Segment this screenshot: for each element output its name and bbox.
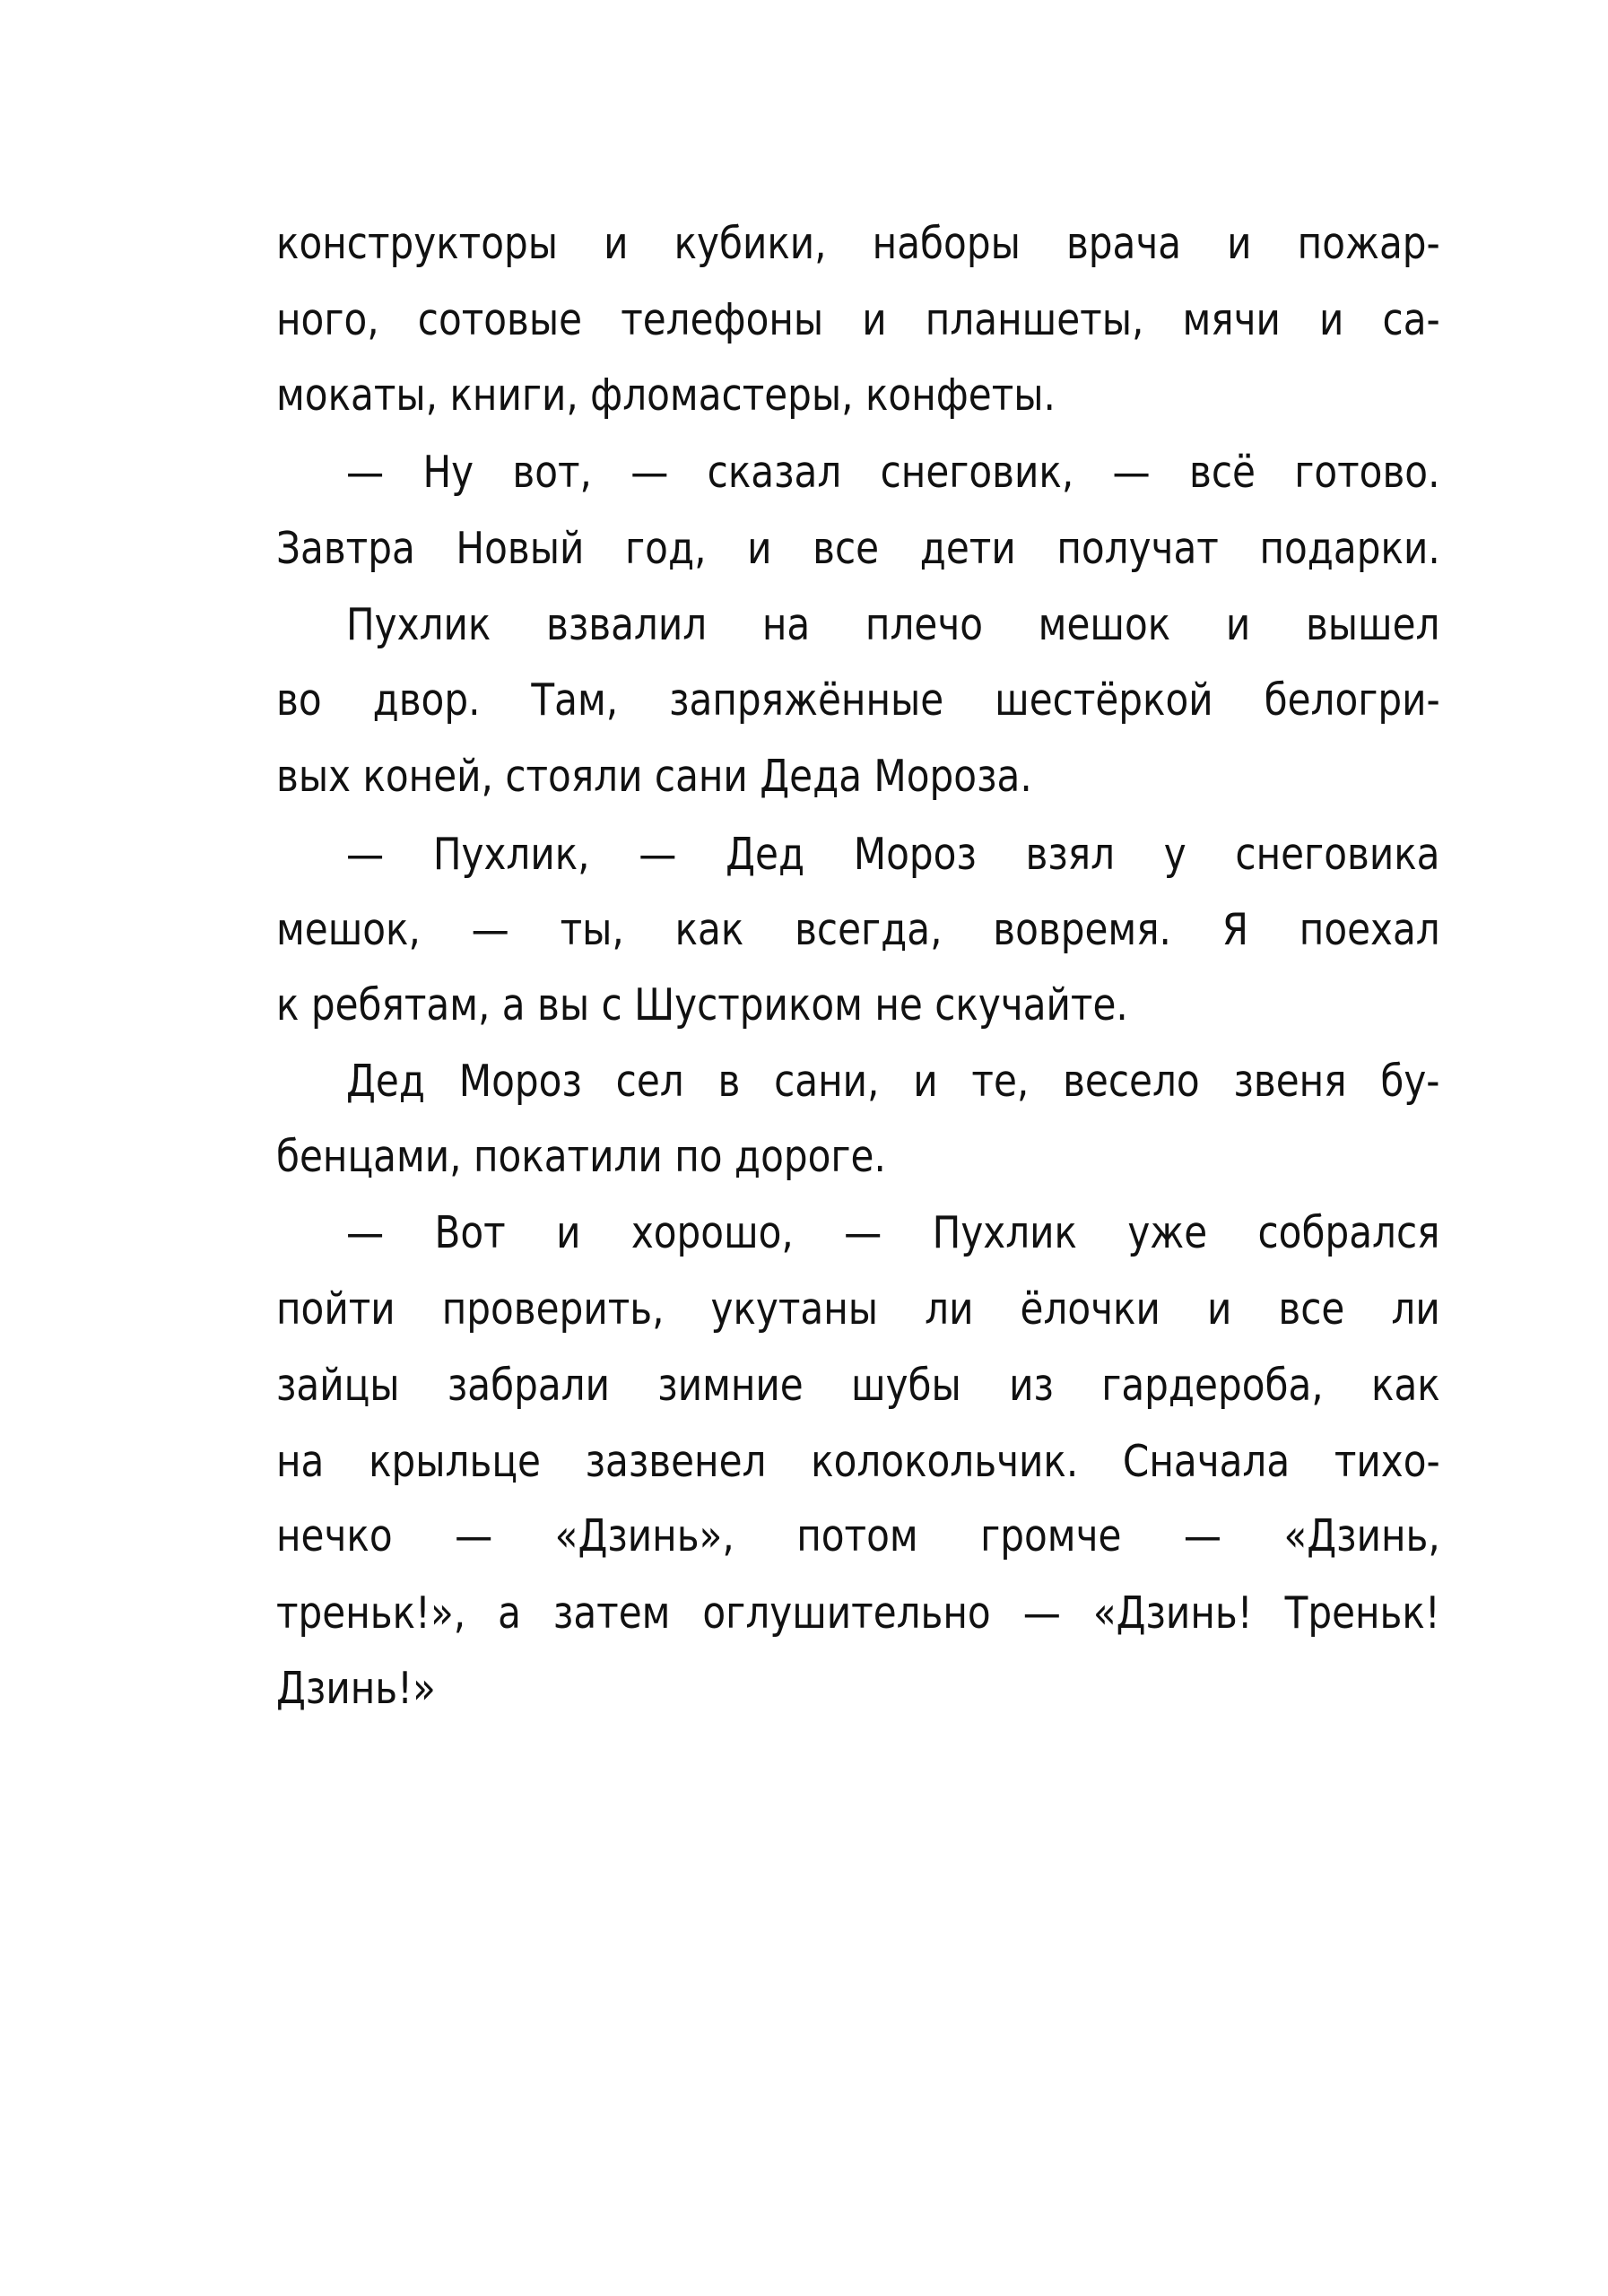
text-line: Пухлик взвалил на плечо мешок и вышел [346,599,1440,650]
text-line: мешок, — ты, как всегда, вовремя. Я поехал [276,904,1440,955]
text-line: Завтра Новый год, и все дети получат подарки. [276,523,1440,574]
text-line: — Ну вот, — сказал снеговик, — всё готово. [346,447,1440,498]
text-line: Дед Мороз сел в сани, и те, весело звеня бу- [346,1056,1440,1107]
text-line: — Пухлик, — Дед Мороз взял у снеговика [346,829,1440,880]
text-line: Дзинь!» [276,1663,436,1714]
text-line: нечко — «Дзинь», потом громче — «Дзинь, [276,1510,1440,1561]
text-line: ного, сотовые телефоны и планшеты, мячи и са- [276,294,1440,345]
text-line: мокаты, книги, фломастеры, конфеты. [276,370,1056,421]
text-line: вых коней, стояли сани Деда Мороза. [276,751,1032,802]
text-line: пойти проверить, укутаны ли ёлочки и все ли [276,1283,1440,1335]
text-line: конструкторы и кубики, наборы врача и пожар- [276,218,1440,269]
text-line: к ребятам, а вы с Шустриком не скучайте. [276,979,1128,1031]
text-line: треньк!», а затем оглушительно — «Дзинь! Треньк! [276,1587,1440,1639]
text-line: бенцами, покатили по дороге. [276,1131,886,1182]
text-line: — Вот и хорошо, — Пухлик уже собрался [346,1207,1440,1258]
text-line: во двор. Там, запряжённые шестёркой белогри- [276,674,1440,726]
text-line: зайцы забрали зимние шубы из гардероба, как [276,1360,1440,1411]
text-line: на крыльце зазвенел колокольчик. Сначала тихо- [276,1436,1440,1487]
